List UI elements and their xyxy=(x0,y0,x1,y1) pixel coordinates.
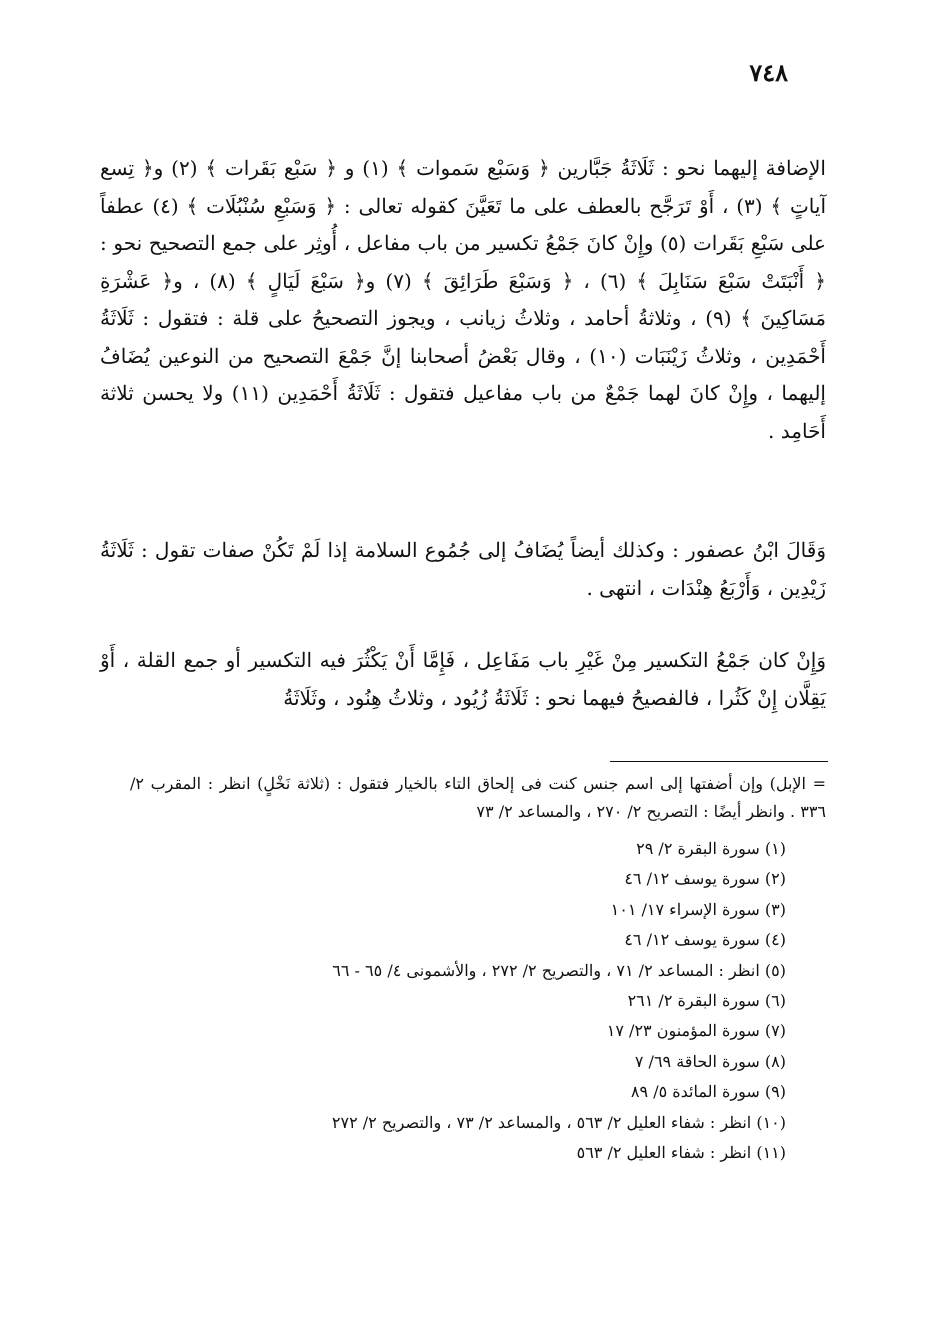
footnote-item: (٩) سورة المائدة ٥/ ٨٩ xyxy=(630,1082,786,1102)
page-number: ٧٤٨ xyxy=(749,58,788,87)
footnote-item: (١١) انظر : شفاء العليل ٢/ ٥٦٣ xyxy=(576,1142,786,1162)
footnote-divider xyxy=(610,761,828,762)
footnotes-section xyxy=(130,770,826,1168)
footnote-item: (١) سورة البقرة ٢/ ٢٩ xyxy=(636,839,786,858)
body-paragraph-2: وَقَالَ ابْنُ عصفور : وكذلك أيضاً يُضَافُ إلى جُمُوع السلامة إذا لَمْ تَكُنْ صفات تقول : ثَلَاثَةُ زَيْدِين ، وَأَرْبَعُ هِنْدَات ، انتهى . xyxy=(100,538,826,600)
footnote-item: (٣) سورة الإسراء ١٧/ ١٠١ xyxy=(610,899,786,919)
body-paragraph-1: الإضافة إليهما نحو : ثَلَاثَةُ جَبَّارين ﴿ وَسَبْع سَموات ﴾ (١) و ﴿ سَبْع بَقَرات ﴾ (٢) و﴿ تِسع آياتٍ ﴾ (٣) ، أَوْ تَرَجَّح بالعطف على ما تَعَيَّنَ كقوله تعالى : ﴿ وَسَبْعِ سُنْبُلَات ﴾ (٤) عطفاً على سَبْعِ بَقَرات (٥) وإِنْ كانَ جَمْعُ تكسير من باب مفاعل ، أُوثِر على جمع التصحيح نحو : ﴿ أَنْبَتَتْ سَبْعَ سَنَابِلَ ﴾ (٦) ، ﴿ وَسَبْعَ طَرَائِقَ ﴾ (٧) و﴿ سَبْعَ لَيَالٍ ﴾ (٨) ، و﴿ عَشْرَةِ مَسَاكِينَ ﴾ (٩) ، وثلاثةُ أحامد ، وثلاثُ زيانب ، ويجوز التصحيحُ على قلة : فتقول : ثَلَاثَةُ أَحْمَدِين ، وثلاثُ زَيْنَبَات (١٠) ، وقال بَعْضُ أصحابنا إنَّ جَمْعَ التصحيح من النوعين يُضَافُ إليهما ، وإِنْ كانَ لهما جَمْعٌ من باب مفاعيل فتقول : ثَلَاثَةُ أَحْمَدِين (١١) ولا يحسن ثلاثة أَحَامِد . xyxy=(100,156,826,443)
footnote-item: (٢) سورة يوسف ١٢/ ٤٦ xyxy=(624,869,786,889)
footnote-list xyxy=(130,834,826,1168)
footnote-item: (٧) سورة المؤمنون ٢٣/ ١٧ xyxy=(606,1021,786,1041)
footnote-item: (١٠) انظر : شفاء العليل ٢/ ٥٦٣ ، والمساعد ٢/ ٧٣ ، والتصريح ٢/ ٢٧٢ xyxy=(331,1112,786,1132)
footnote-item: (٥) انظر : المساعد ٢/ ٧١ ، والتصريح ٢/ ٢٧٢ ، والأشمونى ٤/ ٦٥ - ٦٦ xyxy=(332,960,786,980)
footnote-item: (٦) سورة البقرة ٢/ ٢٦١ xyxy=(627,990,786,1010)
footnote-continuation: = الإبل) وإن أضفتها إلى اسم جنس كنت فى إلحاق التاء بالخيار فتقول : (ثلاثة نَخْلٍ) انظر : المقرب ٢/ ٣٣٦ . وانظر أيضًا : التصريح ٢/ ٢٧٠ ، والمساعد ٢/ ٧٣ xyxy=(130,774,826,821)
footnote-item: (٤) سورة يوسف ١٢/ ٤٦ xyxy=(624,930,786,950)
body-paragraph-3: وَإِنْ كان جَمْعُ التكسير مِنْ غَيْرِ باب مَفَاعِل ، فَإِمَّا أَنْ يَكْثُرَ فيه التكسير أو جمع القلة ، أَوْ يَقِلَّان إِنْ كَثُرا ، فالفصيحُ فيهما نحو : ثَلَاثَةُ زُيُود ، وثلاثُ هِنُود ، وثَلَاثَةُ xyxy=(100,648,826,710)
footnote-item: (٨) سورة الحاقة ٦٩/ ٧ xyxy=(634,1051,786,1071)
